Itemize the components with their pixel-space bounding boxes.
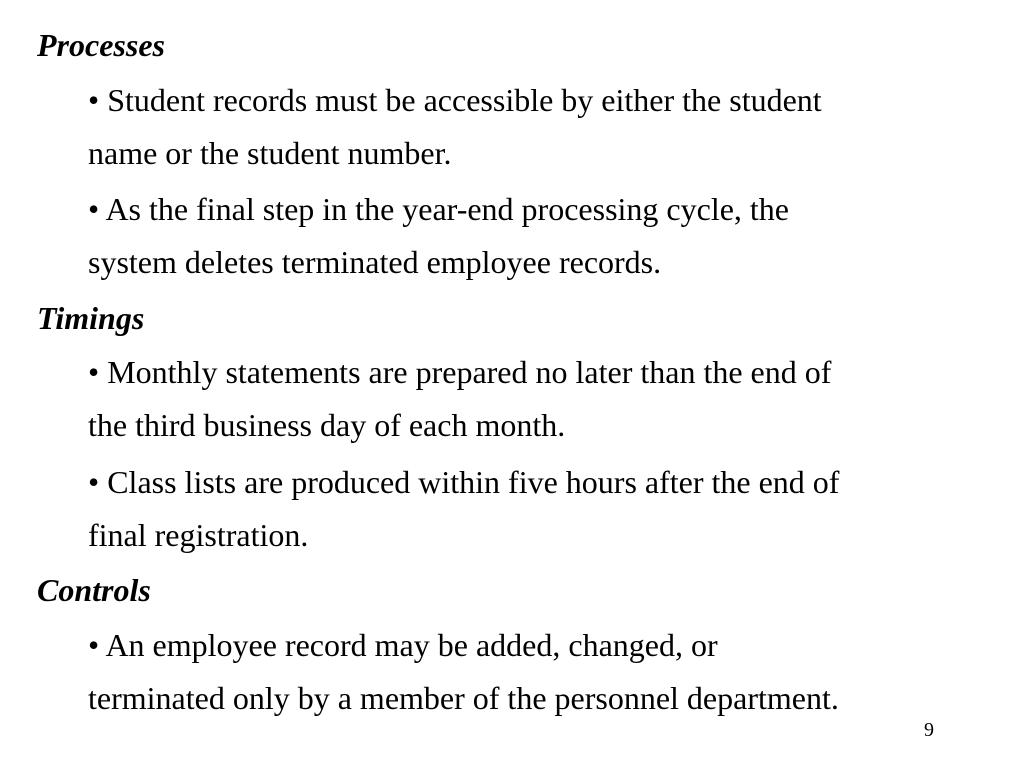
bullet-line: terminated only by a member of the personnel department.	[88, 680, 839, 716]
heading-processes: Processes	[37, 27, 165, 63]
bullet-line: final registration.	[88, 517, 309, 553]
bullet-line: • Class lists are produced within five hours after the end of	[88, 464, 840, 500]
bullet-student-records	[88, 74, 988, 180]
bullet-line: the third business day of each month.	[88, 407, 566, 443]
bullet-line: • As the final step in the year-end processing cycle, the	[88, 191, 789, 227]
heading-timings: Timings	[37, 300, 145, 336]
heading-controls: Controls	[37, 572, 151, 608]
bullet-employee-record	[88, 619, 988, 725]
page-number: 9	[924, 719, 934, 741]
bullet-line: system deletes terminated employee records.	[88, 244, 662, 280]
bullet-line: • An employee record may be added, changed, or	[88, 627, 718, 663]
bullet-year-end-processing	[88, 183, 988, 289]
bullet-line: name or the student number.	[88, 135, 452, 171]
bullet-line: • Student records must be accessible by either the student	[88, 82, 822, 118]
bullet-line: • Monthly statements are prepared no later than the end of	[88, 354, 832, 390]
bullet-class-lists	[88, 456, 988, 562]
bullet-monthly-statements	[88, 346, 988, 452]
